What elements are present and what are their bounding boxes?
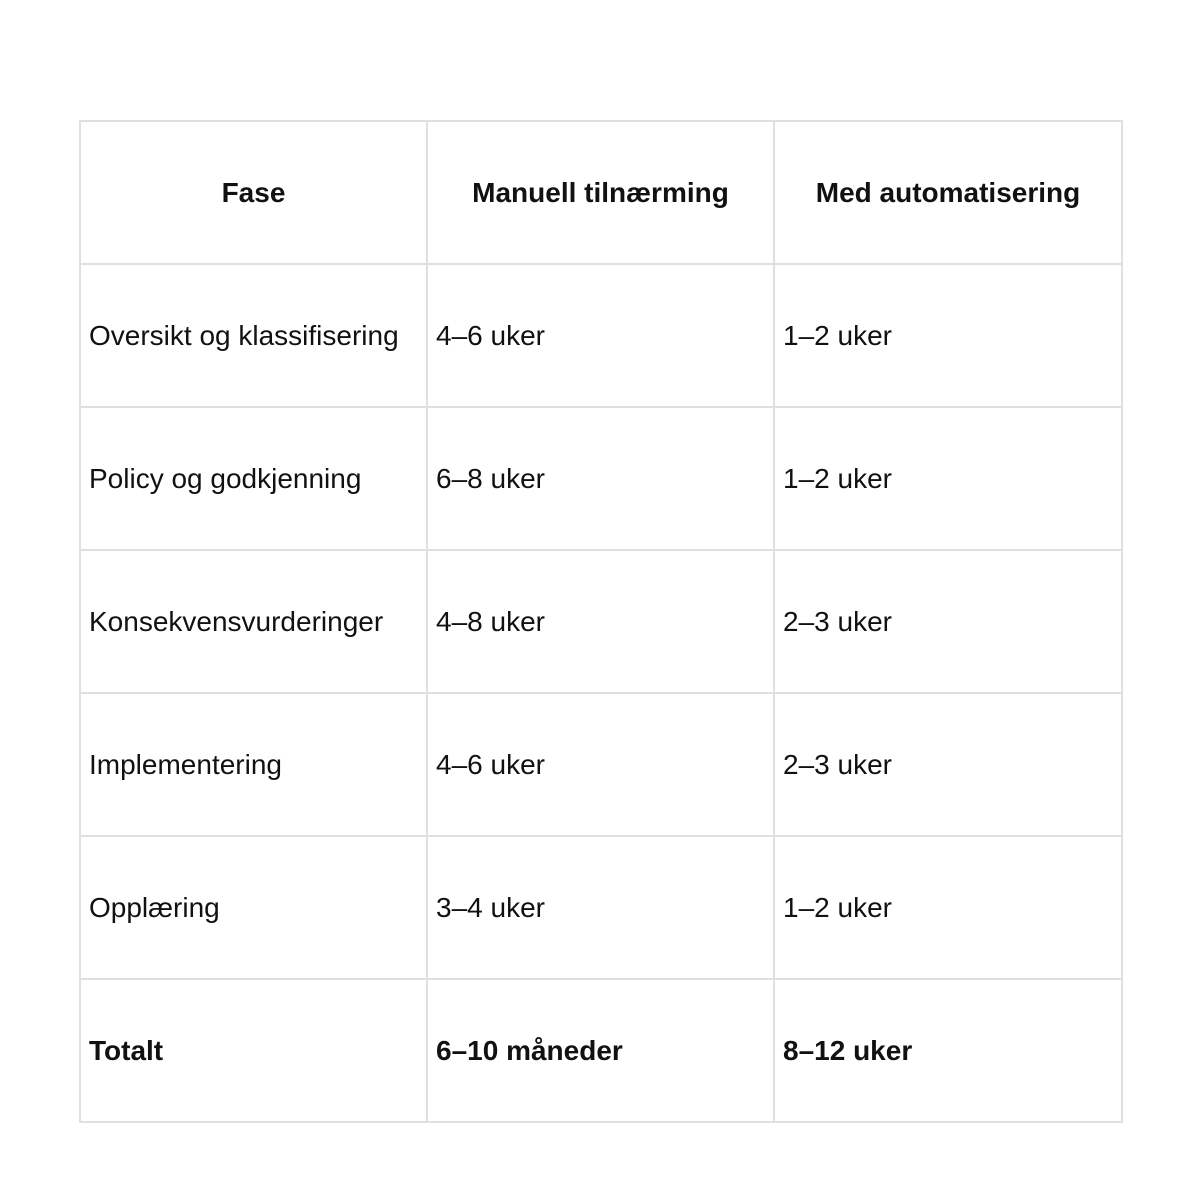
cell-automated: 1–2 uker <box>774 836 1122 979</box>
total-manual: 6–10 måneder <box>427 979 774 1122</box>
table-row <box>80 264 1122 407</box>
comparison-table-wrapper <box>79 120 1121 1123</box>
cell-manual: 4–8 uker <box>427 550 774 693</box>
total-automated: 8–12 uker <box>774 979 1122 1122</box>
table-row <box>80 550 1122 693</box>
cell-phase: Opplæring <box>80 836 427 979</box>
cell-manual: 3–4 uker <box>427 836 774 979</box>
cell-phase: Policy og godkjenning <box>80 407 427 550</box>
cell-automated: 1–2 uker <box>774 264 1122 407</box>
table-row <box>80 836 1122 979</box>
cell-manual: 4–6 uker <box>427 264 774 407</box>
cell-phase: Implementering <box>80 693 427 836</box>
cell-automated: 2–3 uker <box>774 550 1122 693</box>
cell-automated: 2–3 uker <box>774 693 1122 836</box>
comparison-table <box>79 120 1123 1123</box>
cell-phase: Konsekvensvurderinger <box>80 550 427 693</box>
table-header-row <box>80 121 1122 264</box>
cell-automated: 1–2 uker <box>774 407 1122 550</box>
cell-manual: 6–8 uker <box>427 407 774 550</box>
header-phase: Fase <box>80 121 427 264</box>
table-row <box>80 693 1122 836</box>
total-label: Totalt <box>80 979 427 1122</box>
table-row <box>80 407 1122 550</box>
cell-phase: Oversikt og klassifisering <box>80 264 427 407</box>
table-total-row <box>80 979 1122 1122</box>
cell-manual: 4–6 uker <box>427 693 774 836</box>
header-automated: Med automatisering <box>774 121 1122 264</box>
header-manual: Manuell tilnærming <box>427 121 774 264</box>
